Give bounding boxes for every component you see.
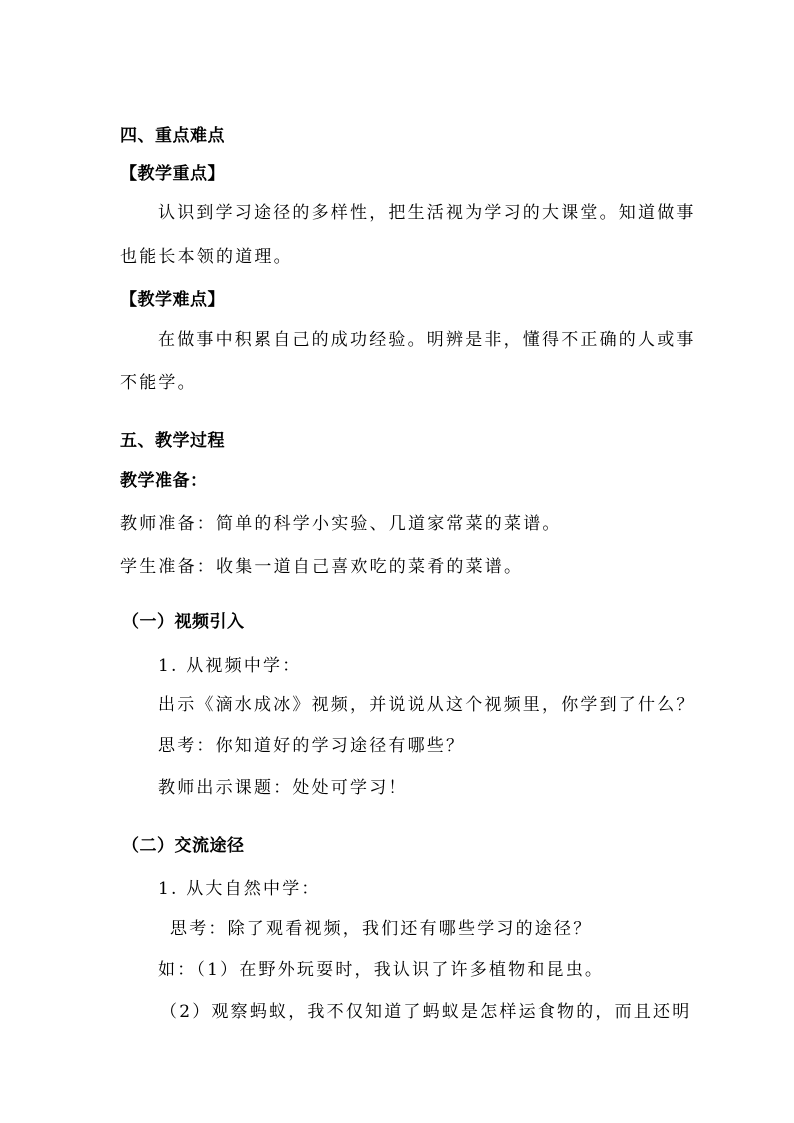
teacher-prep-text: 教师准备：简单的科学小实验、几道家常菜的菜谱。 [120,514,562,534]
part1-item1: 1. 从视频中学： [158,656,302,676]
part2-text-line3: （2）观察蚂蚁，我不仅知道了蚂蚁是怎样运食物的，而且还明 [160,1002,692,1022]
difficulty-label: 【教学难点】 [120,290,225,310]
section-heading-teaching-process: 五、教学过程 [120,431,225,451]
key-point-label: 【教学重点】 [120,164,225,184]
part2-heading: （二）交流途径 [122,836,245,856]
part1-heading: （一）视频引入 [122,612,245,632]
part1-text-line2: 思考：你知道好的学习途径有哪些？ [158,736,466,756]
student-prep-text: 学生准备：收集一道自己喜欢吃的菜肴的菜谱。 [120,557,524,577]
part2-text-line1: 思考：除了观看视频，我们还有哪些学习的途径？ [170,919,593,939]
teaching-prep-label: 教学准备： [120,471,208,491]
part2-text-line2: 如：（1）在野外玩耍时，我认识了许多植物和昆虫。 [158,960,605,980]
part1-text-line1: 出示《滴水成冰》视频，并说说从这个视频里，你学到了什么？ [158,695,696,715]
difficulty-text-line2: 不能学。 [120,373,197,393]
key-point-text-line1: 认识到学习途径的多样性，把生活视为学习的大课堂。知道做事 [158,203,696,223]
difficulty-text-line1: 在做事中积累自己的成功经验。明辨是非，懂得不正确的人或事 [158,330,696,350]
part1-text-line3: 教师出示课题：处处可学习！ [158,778,408,798]
key-point-text-line2: 也能长本领的道理。 [120,247,293,267]
part2-item1: 1. 从大自然中学： [158,879,321,899]
section-heading-key-points: 四、重点难点 [120,126,225,146]
